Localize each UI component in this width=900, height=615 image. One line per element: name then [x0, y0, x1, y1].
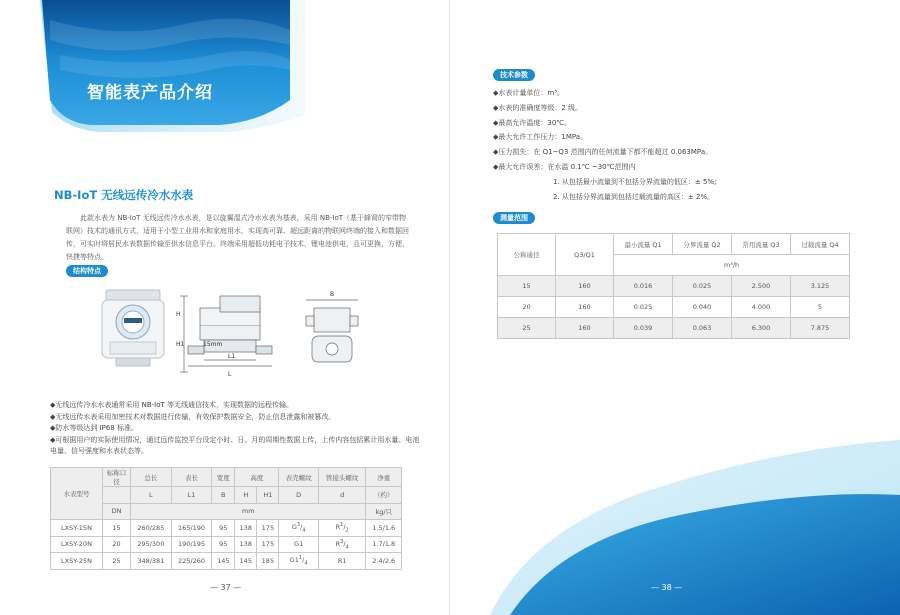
cell-dn: 20 [103, 536, 131, 553]
feature-list [50, 400, 420, 458]
dim-15mm-label: 15mm [203, 341, 223, 348]
dim-h1-label: H1 [176, 341, 185, 348]
thread-main: G1 [289, 556, 299, 565]
cell-q2: 0.040 [673, 297, 732, 318]
cell-thread: $G^3/_4$ [279, 520, 318, 537]
cell-h: 138 [235, 536, 257, 553]
cell-weight: 1.5/1.6 [366, 520, 402, 537]
banner-title: 智能表产品介绍 [87, 83, 213, 103]
thread-den: 4 [304, 560, 308, 567]
tech-loss: ◆压力损失：在 Q1~Q3 范围内的任何流量下都不能超过 0.063MPa。 [493, 148, 713, 157]
sym-l: L [131, 487, 172, 504]
cell-h: 145 [235, 553, 257, 570]
joint-main: R [335, 539, 341, 548]
joint-main: R [335, 523, 341, 532]
unit-kg: kg/只 [366, 503, 402, 520]
sym-weight: （约） [366, 487, 402, 504]
cell-dn: 25 [498, 318, 556, 339]
table-row [51, 536, 402, 553]
cell-ratio: 160 [556, 276, 614, 297]
joint-main: R1 [337, 556, 347, 565]
cell-l: 348/381 [131, 553, 172, 570]
header-dn: 标称口径 [103, 468, 131, 487]
sym-d-upper: D [279, 487, 318, 504]
sym-d-lower: d [318, 487, 366, 504]
product-title: NB-IoT 无线远传冷水水表 [54, 188, 194, 202]
dim-h-label: H [176, 311, 181, 318]
tech-section-tag: 技术参数 [493, 69, 535, 81]
cell-q3: 2.500 [732, 276, 791, 297]
header-width: 宽度 [212, 468, 235, 487]
cell-weight: 2.4/2.6 [366, 553, 402, 570]
feature-item: ◆无线远传冷水水表通常采用 NB-IoT 等无线通信技术，实现数据的远程传输。 [50, 401, 294, 409]
dim-l1-label: L1 [228, 353, 236, 360]
cell-joint [318, 553, 366, 570]
cell-model: LXSY-20N [51, 536, 103, 553]
cell-joint: $R^3/_4$ [318, 536, 366, 553]
cell-weight: 1.7/1.8 [366, 536, 402, 553]
cell-h1: 175 [257, 520, 279, 537]
tech-temp: ◆最高允许温度：30℃。 [493, 118, 572, 127]
dim-l-label: L [228, 371, 232, 378]
meter-illustrations [100, 286, 370, 388]
cell-b: 95 [212, 536, 235, 553]
thread-num: 1 [298, 555, 303, 562]
cell-h1: 175 [257, 536, 279, 553]
joint-den: 4 [345, 543, 349, 550]
banner-water-graphic [0, 0, 320, 142]
cell-h1: 185 [257, 553, 279, 570]
feature-item: ◆防水等级达到 IP68 标准。 [50, 424, 139, 432]
cell-h: 138 [235, 520, 257, 537]
sym-h1: H1 [257, 487, 279, 504]
cell-q1: 0.025 [614, 297, 673, 318]
header-body-length: 表长 [171, 468, 212, 487]
thread-num: 3 [296, 522, 301, 529]
meter-top-drawing [306, 300, 358, 362]
sym-b: B [212, 487, 235, 504]
unit-dn: DN [103, 503, 131, 520]
header-q2: 分界流量 Q2 [673, 234, 732, 255]
dim-b-label: B [330, 291, 335, 298]
cell-q3: 6.300 [732, 318, 791, 339]
feature-item: ◆无线远传水表采用加密技术对数据进行传输，有效保护数据安全，防止信息泄露和被篡改。 [50, 412, 336, 421]
cell-q2: 0.025 [673, 276, 732, 297]
cell-thread: $G1^1/_4$ [279, 553, 318, 570]
tech-error: ◆最大允许误差：在水温 0.1℃ ~30℃范围内 [493, 162, 636, 171]
cell-l1: 225/260 [171, 553, 212, 570]
table-row [498, 297, 850, 318]
cell-b: 95 [212, 520, 235, 537]
tech-error-low: 1. 从包括最小流量到不包括分界流量的低区：± 5%; [553, 177, 717, 186]
header-ratio: Q3/Q1 [556, 234, 614, 276]
cell-l1: 190/195 [171, 536, 212, 553]
header-q3: 常用流量 Q3 [732, 234, 791, 255]
header-thread: 表壳螺纹 [279, 468, 318, 487]
header-height: 高度 [235, 468, 279, 487]
tech-params-list [493, 86, 853, 204]
cell-q4: 5 [791, 297, 850, 318]
flow-range-table [497, 233, 850, 339]
product-intro: 此款水表为 NB-IoT 无线远传冷水水表，是以旋翼湿式冷水水表为基表，采用 NB-IoT（基于蜂窝的窄带物联网）技术的通讯方式，适用于小型工业用水和家庭用水，实现高可靠、超远距离的物联网终端的接入和数据回传，可实时将居民水表数据传输至供水信息平台。终端采用超低功耗电子技术，锂电池供电，且可更换，方便、快捷等特点。 [66, 214, 409, 261]
cell-joint: $R^1/_2$ [318, 520, 366, 537]
cell-dn: 25 [103, 553, 131, 570]
feature-item: ◆可根据用户的实际使用情况，通过远传监控平台设定小时、日、月的周期性数据上传，上传内容包括累计用水量、电池电量、信号强度和水表状态等。 [50, 435, 420, 455]
thread-main: G [291, 523, 297, 532]
cell-q4: 7.875 [791, 318, 850, 339]
table-row [498, 318, 850, 339]
cell-q2: 0.063 [673, 318, 732, 339]
joint-den: 2 [345, 527, 349, 534]
header-model: 水表型号 [51, 468, 103, 520]
header-total-length: 总长 [131, 468, 172, 487]
sym-h: H [235, 487, 257, 504]
meter-side-drawing [180, 296, 272, 372]
cell-ratio: 160 [556, 297, 614, 318]
joint-num: 1 [340, 522, 344, 529]
cell-dn: 15 [103, 520, 131, 537]
header-q1: 最小流量 Q1 [614, 234, 673, 255]
cell-thread [279, 536, 318, 553]
thread-den: 4 [302, 527, 306, 534]
dimension-table [50, 467, 402, 570]
header-joint: 管接头螺纹 [318, 468, 366, 487]
meter-photo [102, 290, 164, 366]
cell-model: LXSY-25N [51, 553, 103, 570]
tech-pressure: ◆最大允许工作压力：1MPa。 [493, 133, 588, 142]
range-section-tag: 测量范围 [493, 212, 535, 224]
cell-dn: 15 [498, 276, 556, 297]
tech-accuracy: ◆水表的准确度等级：2 级。 [493, 103, 583, 112]
cell-q1: 0.016 [614, 276, 673, 297]
tech-error-high: 2. 从包括分界流量到包括过载流量的高区：± 2%。 [553, 192, 715, 201]
page-number-left: — 37 — [210, 583, 242, 592]
cell-model: LXSY-15N [51, 520, 103, 537]
sym-l1: L1 [171, 487, 212, 504]
cell-ratio: 160 [556, 318, 614, 339]
cell-l: 295/300 [131, 536, 172, 553]
table-row [498, 276, 850, 297]
cell-q4: 3.125 [791, 276, 850, 297]
tech-unit: ◆水表计量单位：m³。 [493, 89, 565, 97]
joint-num: 3 [340, 538, 344, 545]
cell-dn: 20 [498, 297, 556, 318]
unit-mm: mm [131, 503, 366, 520]
header-weight: 净重 [366, 468, 402, 487]
table-row [51, 520, 402, 537]
thread-main: G1 [294, 540, 304, 549]
header-q4: 过载流量 Q4 [791, 234, 850, 255]
table-row [51, 553, 402, 570]
sym-dn-blank [103, 487, 131, 504]
page-number-right: — 38 — [651, 583, 683, 592]
cell-q1: 0.039 [614, 318, 673, 339]
cell-q3: 4.000 [732, 297, 791, 318]
header-dn: 公称通径 [498, 234, 556, 276]
unit-m3h: m³/h [614, 255, 850, 276]
cell-b: 145 [212, 553, 235, 570]
cell-l1: 165/190 [171, 520, 212, 537]
cell-l: 260/285 [131, 520, 172, 537]
structure-section-tag: 结构特点 [66, 265, 108, 277]
